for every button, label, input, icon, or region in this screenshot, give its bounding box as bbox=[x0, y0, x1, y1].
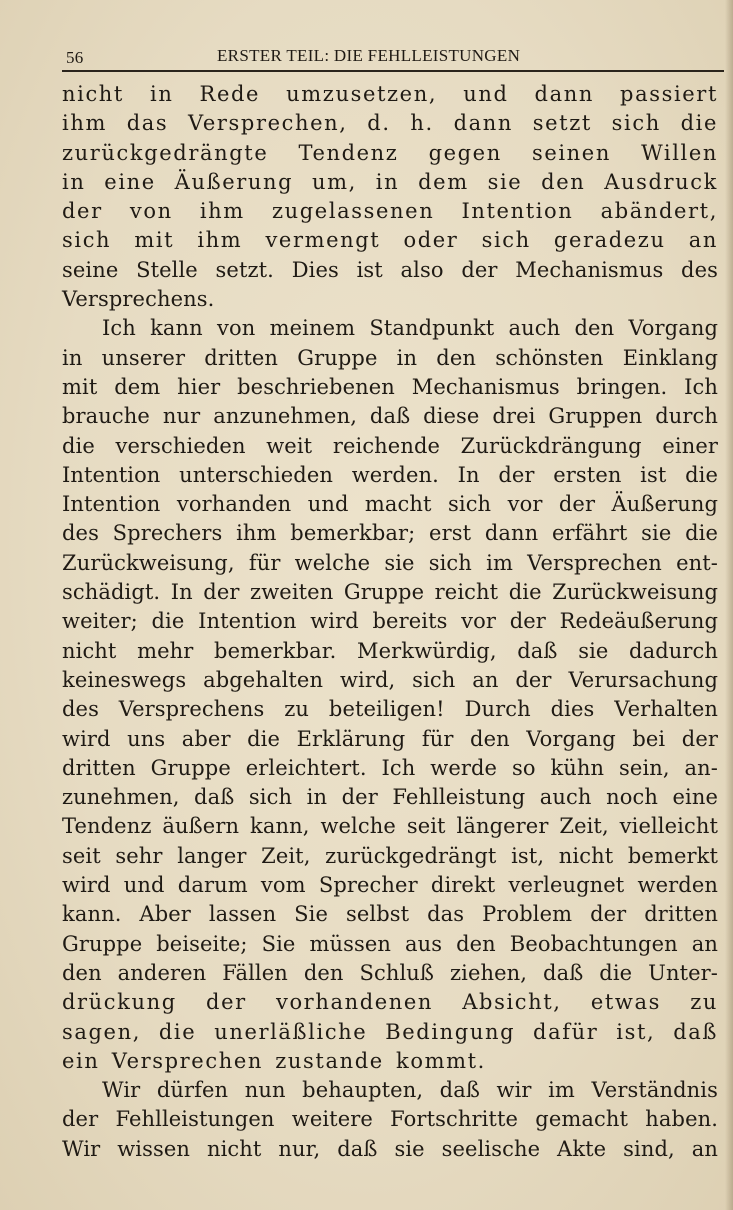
text-line: nicht in Rede umzusetzen, und dann passiert bbox=[62, 82, 718, 106]
text-line: zurückgedrängte Tendenz gegen seinen Willen bbox=[62, 140, 718, 165]
text-line: sagen, die unerläßliche Bedingung dafür ist, daß bbox=[62, 1019, 718, 1044]
page-header bbox=[62, 46, 724, 68]
text-line: sich mit ihm vermengt oder sich geradezu an bbox=[62, 228, 718, 253]
text-line: die verschieden weit reichende Zurückdrängung einer bbox=[62, 433, 718, 458]
text-line: Intention vorhanden und macht sich vor der Äußerung bbox=[62, 492, 718, 517]
text-line: der von ihm zugelassenen Intention abändert, bbox=[62, 199, 718, 224]
text-line: mit dem hier beschriebenen Mechanismus bringen. Ich bbox=[62, 374, 718, 399]
text-line: in unserer dritten Gruppe in den schönsten Einklang bbox=[62, 345, 718, 370]
running-head: ERSTER TEIL: DIE FEHLLEISTUNGEN bbox=[217, 46, 521, 65]
text-line: ein Versprechen zustande kommt. bbox=[62, 1048, 486, 1073]
text-line: seine Stelle setzt. Dies ist also der Mechanismus des bbox=[62, 257, 718, 282]
text-line: des Sprechers ihm bemerkbar; erst dann erfährt sie die bbox=[62, 521, 718, 546]
text-line: Versprechens. bbox=[62, 287, 215, 312]
text-line: Tendenz äußern kann, welche seit längerer Zeit, vielleicht bbox=[62, 814, 718, 839]
page-number: 56 bbox=[66, 48, 84, 67]
text-line: Zurückweisung, für welche sie sich im Versprechen ent- bbox=[62, 550, 718, 575]
text-line: zunehmen, daß sich in der Fehlleistung auch noch eine bbox=[62, 785, 718, 810]
body-text bbox=[62, 80, 718, 1164]
text-line: brauche nur anzunehmen, daß diese drei Gruppen durch bbox=[62, 404, 718, 429]
text-line: wird und darum vom Sprecher direkt verleugnet werden bbox=[62, 873, 718, 898]
header-rule bbox=[62, 70, 724, 72]
text-line: des Versprechens zu beteiligen! Durch dies Verhalten bbox=[62, 697, 718, 722]
text-line: keineswegs abgehalten wird, sich an der Verursachung bbox=[62, 667, 718, 692]
text-line: nicht mehr bemerkbar. Merkwürdig, daß sie dadurch bbox=[62, 638, 718, 663]
text-line: ihm das Versprechen, d. h. dann setzt sich die bbox=[62, 111, 718, 136]
text-line: dritten Gruppe erleichtert. Ich werde so kühn sein, an- bbox=[62, 755, 718, 780]
text-line: in eine Äußerung um, in dem sie den Ausdruck bbox=[62, 169, 718, 194]
text-line: Gruppe beiseite; Sie müssen aus den Beobachtungen an bbox=[62, 931, 718, 956]
text-line: drückung der vorhandenen Absicht, etwas zu bbox=[62, 990, 718, 1015]
text-line: schädigt. In der zweiten Gruppe reicht die Zurückweisung bbox=[62, 580, 718, 605]
paragraph-start: Wir dürfen nun behaupten, daß wir im Verständnis bbox=[102, 1078, 718, 1103]
text-line: weiter; die Intention wird bereits vor der Redeäußerung bbox=[62, 609, 718, 634]
text-line: Intention unterschieden werden. In der ersten ist die bbox=[62, 462, 718, 487]
text-line: wird uns aber die Erklärung für den Vorgang bei der bbox=[62, 726, 718, 751]
text-line: seit sehr langer Zeit, zurückgedrängt ist, nicht bemerkt bbox=[62, 843, 718, 868]
paragraph-start: Ich kann von meinem Standpunkt auch den Vorgang bbox=[102, 316, 718, 341]
text-line: kann. Aber lassen Sie selbst das Problem der dritten bbox=[62, 902, 718, 927]
page-edge-shadow bbox=[725, 0, 733, 1210]
text-line: Wir wissen nicht nur, daß sie seelische Akte sind, an bbox=[62, 1136, 718, 1161]
text-line: der Fehlleistungen weitere Fortschritte gemacht haben. bbox=[62, 1107, 718, 1132]
text-line: den anderen Fällen den Schluß ziehen, daß die Unter- bbox=[62, 960, 718, 985]
